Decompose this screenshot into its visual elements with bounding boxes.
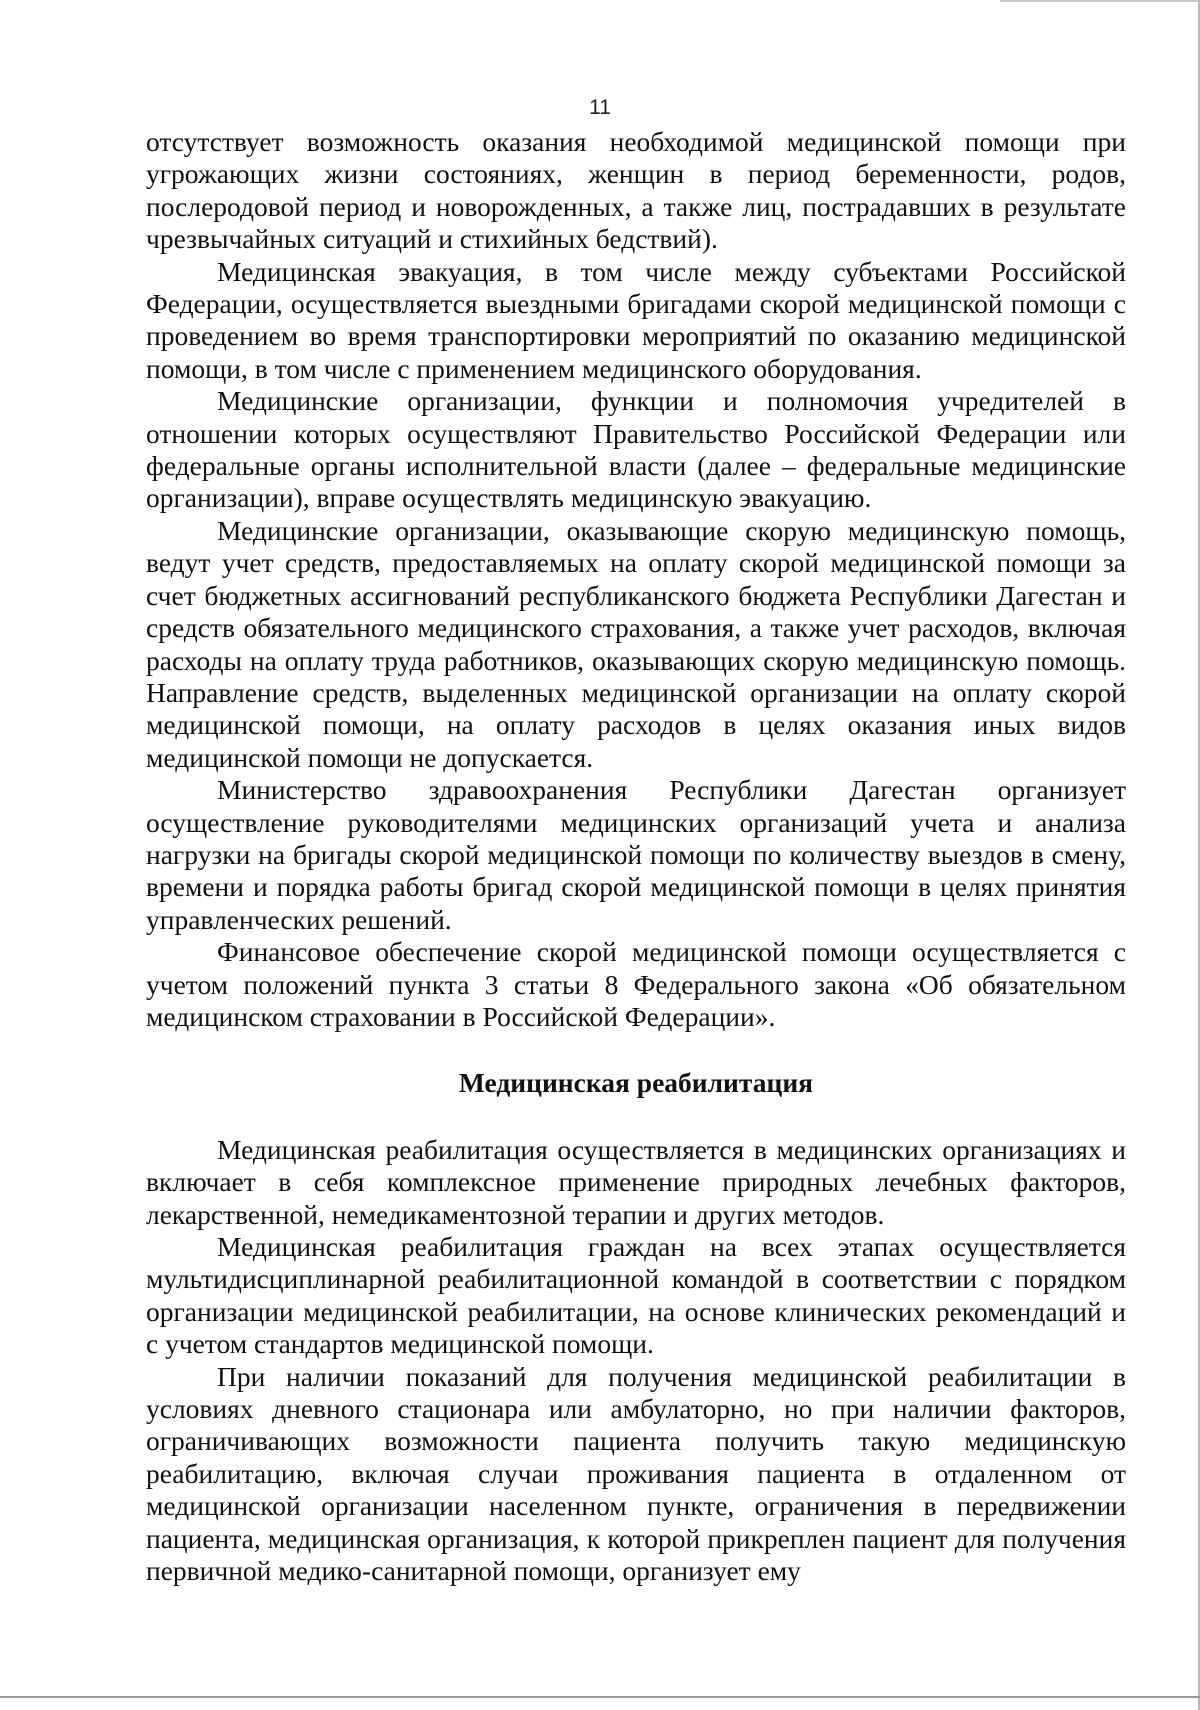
paragraph-financial-support: Финансовое обеспечение скорой медицинской помощи осуществляется с учетом положений пункта 3 статьи 8 Федерального закона «Об обязательном медицинском страховании в Российской Федерации». [146, 936, 1126, 1032]
paragraph-funds-accounting: Медицинские организации, оказывающие скорую медицинскую помощь, ведут учет средств, предоставляемых на оплату скорой медицинской помощи за счет бюджетных ассигнований республиканского бюджета Республики Дагестан и средств обязательного медицинского страхования, а также учет расходов, включая расходы на оплату труда работников, оказывающих скорую медицинскую помощь. Направление средств, выделенных медицинской организации на оплату скорой медицинской помощи, на оплату расходов в целях оказания иных видов медицинской помощи не допускается. [146, 514, 1126, 773]
paragraph-rehabilitation-home: При наличии показаний для получения медицинской реабилитации в условиях дневного стационара или амбулаторно, но при наличии факторов, ограничивающих возможности пациента получить такую медицинскую реабилитацию, включая случаи проживания пациента в отдаленном от медицинской организации населенном пункте, ограничения в передвижении пациента, медицинская организация, к которой прикреплен пациент для получения первичной медико-санитарной помощи, организует ему [146, 1360, 1126, 1587]
paragraph-federal-organizations: Медицинские организации, функции и полномочия учредителей в отношении которых осуществляют Правительство Российской Федерации или федеральные органы исполнительной власти (далее – федеральные медицинские организации), вправе осуществлять медицинскую эвакуацию. [146, 385, 1126, 514]
page-number: 11 [589, 96, 611, 119]
paragraph-rehabilitation-intro: Медицинская реабилитация осуществляется в медицинских организациях и включает в себя комплексное применение природных лечебных факторов, лекарственной, немедикаментозной терапии и других методов. [146, 1133, 1126, 1230]
scan-edge-bottom [0, 1696, 1200, 1698]
paragraph-medical-evacuation: Медицинская эвакуация, в том числе между субъектами Российской Федерации, осуществляется выездными бригадами скорой медицинской помощи с проведением во время транспортировки мероприятий по оказанию медицинской помощи, в том числе с применением медицинского оборудования. [146, 255, 1126, 384]
scan-edge-top [1000, 0, 1200, 2]
section-title: Медицинская реабилитация [458, 1067, 814, 1099]
paragraph-ministry-analysis: Министерство здравоохранения Республики Дагестан организует осуществление руководителями медицинских организаций учета и анализа нагрузки на бригады скорой медицинской помощи по количеству выездов в смену, времени и порядка работы бригад скорой медицинской помощи в целях принятия управленческих решений. [146, 774, 1126, 935]
paragraph-rehabilitation-team: Медицинская реабилитация граждан на всех этапах осуществляется мультидисциплинарной реабилитационной командой в соответствии с порядком организации медицинской реабилитации, на основе клинических рекомендаций и с учетом стандартов медицинской помощи. [146, 1231, 1126, 1360]
paragraph-continued: отсутствует возможность оказания необходимой медицинской помощи при угрожающих жизни состояниях, женщин в период беременности, родов, послеродовой период и новорожденных, а также лиц, пострадавших в результате чрезвычайных ситуаций и стихийных бедствий). [146, 126, 1126, 255]
document-body [146, 126, 1126, 1587]
